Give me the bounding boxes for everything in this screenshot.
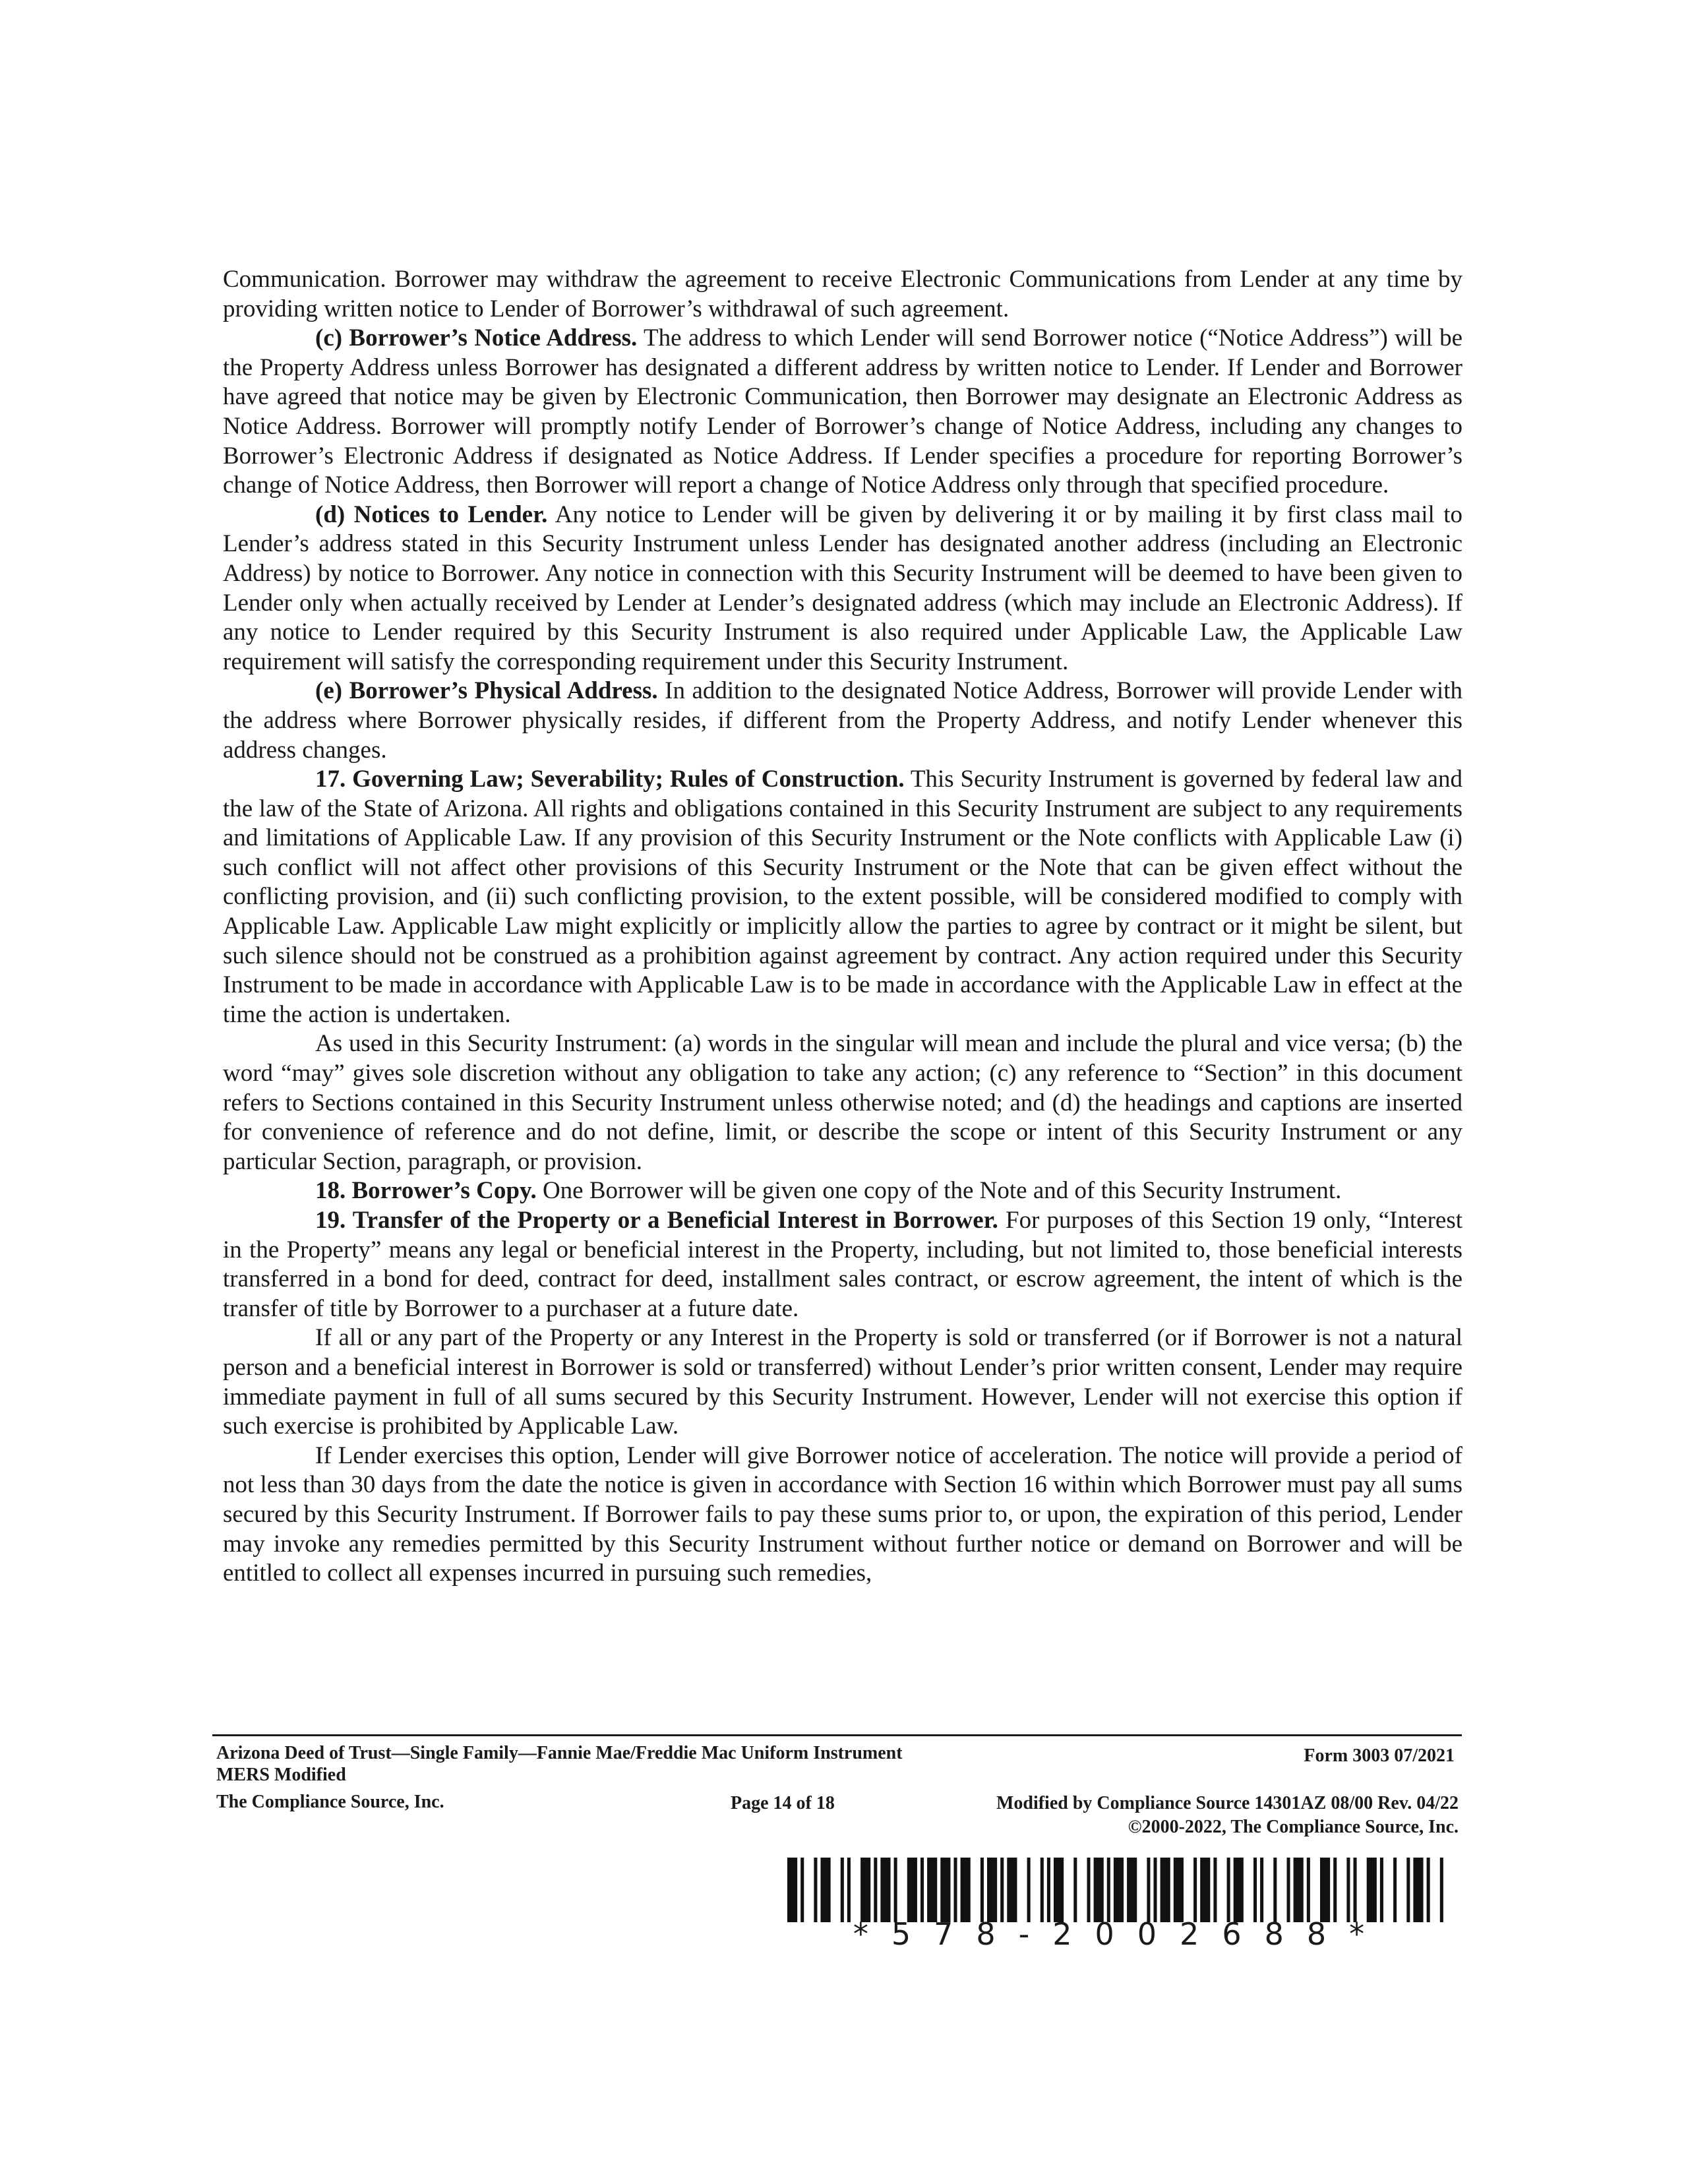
barcode-bar xyxy=(1406,1858,1410,1922)
barcode-bar xyxy=(987,1858,997,1922)
section-heading-17: 17. Governing Law; Severability; Rules of Construction. xyxy=(315,766,905,793)
paragraph-section-19 xyxy=(223,1206,1462,1323)
barcode-bar xyxy=(1147,1858,1150,1922)
paragraph-text: As used in this Security Instrument: (a) words in the singular will mean and include the plural and vice versa; (b) the word “may” gives sole discretion without any obligation to take any action; (c) any reference to “Section” in this document refers to Sections contained in this Security Instrument unless otherwise noted; and (d) the headings and captions are inserted for convenience of reference and do not define, limit, or describe the scope or intent of this Security Instrument or any particular Section, paragraph, or provision. xyxy=(223,1030,1462,1175)
barcode-bar xyxy=(1234,1858,1244,1922)
footer-mers-note: MERS Modified xyxy=(216,1765,346,1785)
footer-copyright: ©2000-2022, The Compliance Source, Inc. xyxy=(1128,1817,1459,1837)
paragraph-text: In addition to the designated Notice Address, Borrower will provide Lender with the address where Borrower physically resides, if different from the Property Address, and notify Lender whenever this address changes. xyxy=(223,677,1462,764)
footer-form-title: Arizona Deed of Trust—Single Family—Fannie Mae/Freddie Mac Uniform Instrument xyxy=(216,1743,903,1763)
barcode-bar xyxy=(1354,1858,1357,1922)
barcode-bar xyxy=(1253,1858,1257,1922)
barcode-bar xyxy=(1213,1858,1217,1922)
barcode-bar xyxy=(1260,1858,1263,1922)
paragraph-section-19-acceleration xyxy=(223,1441,1462,1589)
barcode-bar xyxy=(841,1858,844,1922)
barcode-bar xyxy=(1333,1858,1337,1922)
barcode-bar xyxy=(954,1858,957,1922)
barcode-bar xyxy=(1307,1858,1310,1922)
paragraph-notices-to-lender xyxy=(223,501,1462,677)
barcode-bar xyxy=(1393,1858,1397,1922)
barcode-bar xyxy=(1294,1858,1304,1922)
paragraph-section-19-transfer xyxy=(223,1323,1462,1441)
barcode-bar xyxy=(1380,1858,1383,1922)
paragraph-text: Communication. Borrower may withdraw the agreement to receive Electronic Communications from Lender at any time by providing written notice to Lender of Borrower’s withdrawal of such agreement. xyxy=(223,266,1462,322)
barcode-bar xyxy=(1346,1858,1350,1922)
barcode-bar xyxy=(920,1858,924,1922)
section-heading-18: 18. Borrower’s Copy. xyxy=(315,1177,537,1205)
barcode-bar xyxy=(814,1858,817,1922)
barcode-bar xyxy=(1107,1858,1110,1922)
barcode-bar xyxy=(1114,1858,1124,1922)
barcode-image xyxy=(787,1858,1453,1922)
barcode-bar xyxy=(980,1858,984,1922)
barcode-bar xyxy=(1413,1858,1423,1922)
paragraph-text: If all or any part of the Property or any Interest in the Property is sold or transferred (or if Borrower is not a natural person and a beneficial interest in Borrower is sold or transferred) without Lender’s prior written consent, Lender may require immediate payment in full of all sums secured by this Security Instrument. However, Lender will not exercise this option if such exercise is prohibited by Applicable Law. xyxy=(223,1324,1462,1440)
footer-modified-note: Modified by Compliance Source 14301AZ 08/00 Rev. 04/22 xyxy=(996,1793,1459,1813)
barcode-bar xyxy=(1367,1858,1377,1922)
section-heading-d: (d) Notices to Lender. xyxy=(315,501,548,528)
barcode-bar xyxy=(1440,1858,1443,1922)
footer-company: The Compliance Source, Inc. xyxy=(216,1792,444,1812)
paragraph-text: One Borrower will be given one copy of the Note and of this Security Instrument. xyxy=(536,1177,1342,1205)
barcode-bar xyxy=(1287,1858,1290,1922)
section-heading-e: (e) Borrower’s Physical Address. xyxy=(315,677,658,705)
barcode-bar xyxy=(1227,1858,1230,1922)
paragraph-continuation xyxy=(223,265,1462,324)
barcode-bar xyxy=(1427,1858,1430,1922)
barcode-bar xyxy=(1094,1858,1104,1922)
barcode-bar xyxy=(847,1858,851,1922)
paragraph-text: For purposes of this Section 19 only, “Interest in the Property” means any legal or beneficial interest in the Property, including, but not limited to, those beneficial interests transferred in a bond for deed, contract for deed, installment sales contract, or escrow agreement, the intent of which is the transfer of title by Borrower to a purchaser at a future date. xyxy=(223,1207,1463,1322)
barcode-bar xyxy=(1007,1858,1017,1922)
barcode-bar xyxy=(1027,1858,1031,1922)
barcode-bar xyxy=(860,1858,870,1922)
footer-form-number: Form 3003 07/2021 xyxy=(1304,1745,1455,1766)
barcode-bar xyxy=(1087,1858,1091,1922)
paragraph-text: If Lender exercises this option, Lender will give Borrower notice of acceleration. The notice will provide a period of not less than 30 days from the date the notice is given in accordance with Section 16 within which Borrower must pay all sums secured by this Security Instrument. If Borrower fails to pay these sums prior to, or upon, the expiration of this period, Lender may invoke any remedies permitted by this Security Instrument without further notice or demand on Borrower and will be entitled to collect all expenses incurred in pursuing such remedies, xyxy=(223,1441,1462,1587)
barcode-bar xyxy=(1000,1858,1004,1922)
barcode-bar xyxy=(1200,1858,1210,1922)
barcode-bar xyxy=(1047,1858,1050,1922)
barcode-bar xyxy=(1273,1858,1277,1922)
barcode-bar xyxy=(907,1858,917,1922)
barcode-bar xyxy=(927,1858,937,1922)
paragraph-section-17 xyxy=(223,765,1462,1029)
barcode-bar xyxy=(880,1858,890,1922)
barcode-bar xyxy=(874,1858,877,1922)
barcode-bar xyxy=(1154,1858,1157,1922)
barcode-bar xyxy=(1127,1858,1137,1922)
barcode-bar xyxy=(1040,1858,1044,1922)
barcode-bar xyxy=(1054,1858,1064,1922)
section-heading-19: 19. Transfer of the Property or a Beneficial Interest in Borrower. xyxy=(315,1207,998,1234)
paragraph-physical-address xyxy=(223,677,1462,765)
section-heading-c: (c) Borrower’s Notice Address. xyxy=(315,324,638,352)
paragraph-section-18 xyxy=(223,1176,1462,1206)
barcode-bar xyxy=(1073,1858,1077,1922)
paragraph-text: Any notice to Lender will be given by delivering it or by mailing it by first class mail to Lender’s address stated in this Security Instrument unless Lender has designated another address (including an Electronic Address) by notice to Borrower. Any notice in connection with this Security Instrument will be deemed to have been given to Lender only when actually received by Lender at Lender’s designated address (which may include an Electronic Address). If any notice to Lender required by this Security Instrument is also required under Applicable Law, the Applicable Law requirement will satisfy the corresponding requirement under this Security Instrument. xyxy=(223,501,1462,675)
footer-divider xyxy=(212,1734,1462,1736)
barcode-bar xyxy=(821,1858,831,1922)
barcode-bar xyxy=(1160,1858,1170,1922)
paragraph-section-17-construction xyxy=(223,1029,1462,1176)
barcode-bar xyxy=(940,1858,950,1922)
barcode-caption: *578-2002688* xyxy=(853,1916,1388,1952)
barcode-bar xyxy=(787,1858,797,1922)
document-body xyxy=(223,265,1462,1589)
barcode-bar xyxy=(1320,1858,1330,1922)
barcode-bar xyxy=(800,1858,804,1922)
footer-page-number: Page 14 of 18 xyxy=(731,1793,835,1813)
paragraph-text: The address to which Lender will send Borrower notice (“Notice Address”) will be the Property Address unless Borrower has designated a different address by written notice to Lender. If Lender and Borrower have agreed that notice may be given by Electronic Communication, then Borrower may designate an Electronic Address as Notice Address. Borrower will promptly notify Lender of Borrower’s change of Notice Address, including any changes to Borrower’s Electronic Address if designated as Notice Address. If Lender specifies a procedure for reporting Borrower’s change of Notice Address, then Borrower will report a change of Notice Address only through that specified procedure. xyxy=(223,324,1462,499)
paragraph-notice-address xyxy=(223,324,1462,501)
barcode-bar xyxy=(894,1858,897,1922)
paragraph-text: This Security Instrument is governed by federal law and the law of the State of Arizona. All rights and obligations contained in this Security Instrument are subject to any requirements and limitations of Applicable Law. If any provision of this Security Instrument or the Note conflicts with Applicable Law (i) such conflict will not affect other provisions of this Security Instrument or the Note that can be given effect without the conflicting provision, and (ii) such conflicting provision, to the extent possible, will be considered modified to comply with Applicable Law. Applicable Law might explicitly or implicitly allow the parties to agree by contract or it might be silent, but such silence should not be construed as a prohibition against agreement by contract. Any action required under this Security Instrument to be made in accordance with Applicable Law is to be made in accordance with the Applicable Law in effect at the time the action is undertaken. xyxy=(223,766,1462,1028)
barcode-bar xyxy=(1193,1858,1197,1922)
barcode-bar xyxy=(961,1858,971,1922)
barcode-bar xyxy=(1174,1858,1184,1922)
